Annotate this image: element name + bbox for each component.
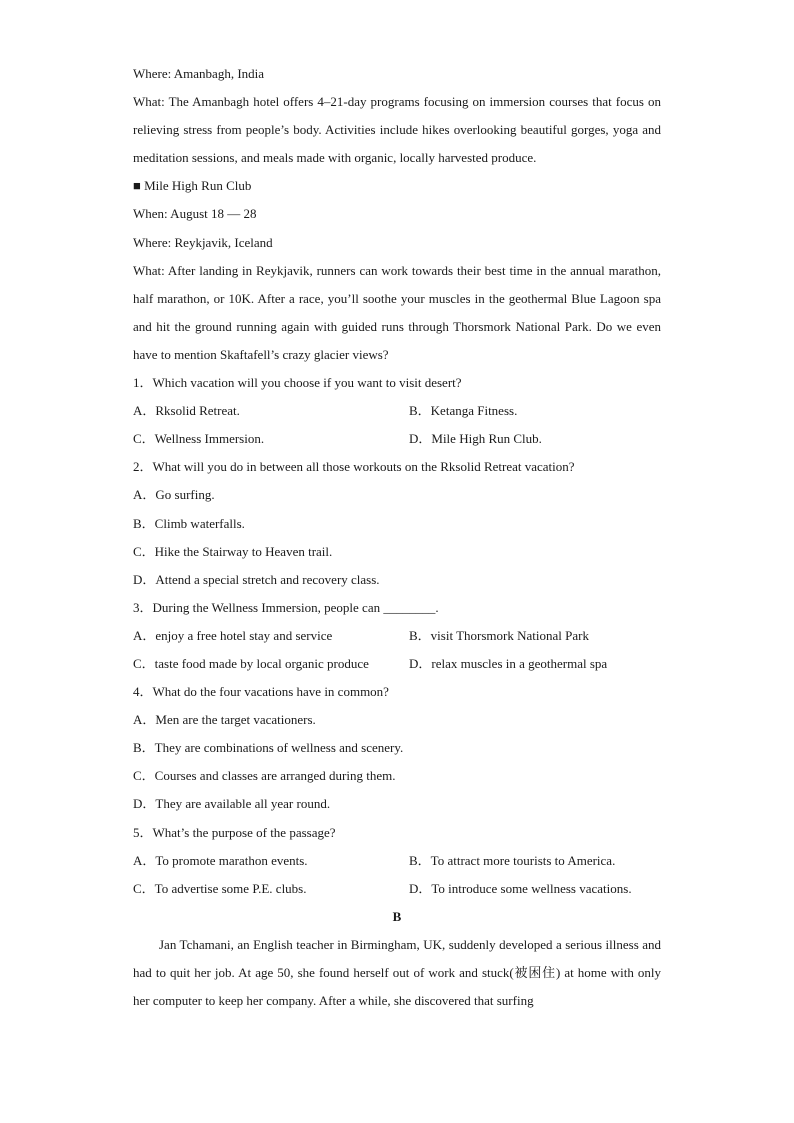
question-4-option-d[interactable]: D．They are available all year round.: [133, 796, 331, 812]
where-amanbagh: Where: Amanbagh, India: [133, 66, 265, 81]
question-1-stem: 1．Which vacation will you choose if you want to visit desert?: [133, 375, 462, 391]
question-5-options-row-1: [133, 847, 661, 875]
question-4-option-b[interactable]: B．They are combinations of wellness and scenery.: [133, 740, 404, 756]
question-2-stem: 2．What will you do in between all those workouts on the Rksolid Retreat vacation?: [133, 459, 575, 475]
question-2-option-c[interactable]: C．Hike the Stairway to Heaven trail.: [133, 543, 333, 559]
where-mile-high: Where: Reykjavik, Iceland: [133, 234, 273, 250]
question-3-options-row-2: [133, 650, 661, 678]
question-3-stem: 3．During the Wellness Immersion, people can ________.: [133, 599, 439, 615]
question-3-option-b[interactable]: B．visit Thorsmork National Park: [409, 627, 589, 643]
question-3-option-d[interactable]: D．relax muscles in a geothermal spa: [409, 655, 608, 671]
question-2-option-d[interactable]: D．Attend a special stretch and recovery class.: [133, 571, 380, 587]
question-3-option-c[interactable]: C．taste food made by local organic produce: [133, 655, 369, 671]
document-page: [133, 60, 661, 1015]
question-3-options-row-1: [133, 622, 661, 650]
question-1-options-row-1: [133, 397, 661, 425]
when-mile-high: When: August 18 — 28: [133, 206, 257, 222]
question-1-option-a[interactable]: A．Rksolid Retreat.: [133, 403, 240, 419]
question-1-option-c[interactable]: C．Wellness Immersion.: [133, 431, 265, 447]
question-4-stem: 4．What do the four vacations have in common?: [133, 684, 389, 700]
question-1-option-d[interactable]: D．Mile High Run Club.: [409, 431, 542, 447]
question-5-option-b[interactable]: B．To attract more tourists to America.: [409, 852, 616, 868]
question-3-option-a[interactable]: A．enjoy a free hotel stay and service: [133, 627, 333, 643]
question-5-option-d[interactable]: D．To introduce some wellness vacations.: [409, 880, 632, 896]
question-5-options-row-2: [133, 875, 661, 903]
question-2-option-a[interactable]: A．Go surfing.: [133, 487, 215, 503]
question-5-stem: 5．What’s the purpose of the passage?: [133, 824, 336, 840]
passage-b-paragraph: Jan Tchamani, an English teacher in Birmingham, UK, suddenly developed a serious illness and had to quit her job. At age 50, she found herself out of work and stuck(被困住) at home with only her computer to keep her company. After a while, she discovered that surfing: [133, 936, 661, 1009]
question-5-option-c[interactable]: C．To advertise some P.E. clubs.: [133, 880, 307, 896]
what-amanbagh: What: The Amanbagh hotel offers 4–21-day programs focusing on immersion courses that focus on relieving stress from people’s body. Activities include hikes overlooking beautiful gorges, yoga and meditation sessions, and meals made with organic, locally harvested produce.: [133, 94, 661, 166]
what-mile-high: What: After landing in Reykjavik, runners can work towards their best time in the annual marathon, half marathon, or 10K. After a race, you’ll soothe your muscles in the geothermal Blue Lagoon spa and hit the ground running again with guided runs through Thorsmork National Park. Do we even have to mention Skaftafell’s crazy glacier views?: [133, 262, 661, 362]
question-5-option-a[interactable]: A．To promote marathon events.: [133, 852, 308, 868]
passage-b-heading: B: [392, 908, 402, 924]
mile-high-heading: ■ Mile High Run Club: [133, 178, 252, 194]
question-1-options-row-2: [133, 425, 661, 453]
question-1-option-b[interactable]: B．Ketanga Fitness.: [409, 403, 518, 419]
question-2-option-b[interactable]: B．Climb waterfalls.: [133, 515, 245, 531]
question-4-option-c[interactable]: C．Courses and classes are arranged during them.: [133, 768, 396, 784]
question-4-option-a[interactable]: A．Men are the target vacationers.: [133, 712, 316, 728]
